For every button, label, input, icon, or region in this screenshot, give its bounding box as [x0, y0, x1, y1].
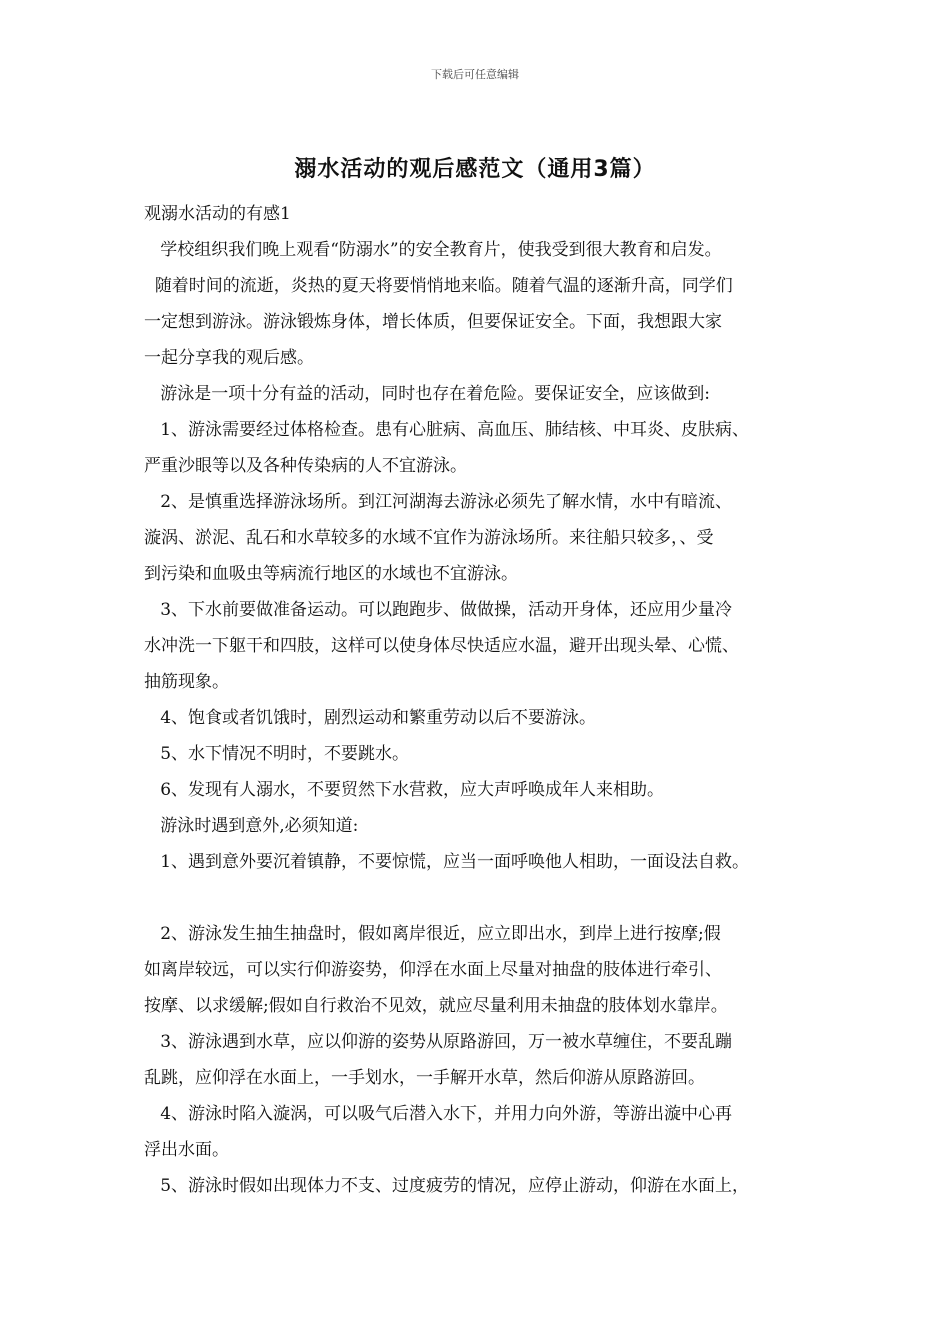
text-line: 一定想到游泳。游泳锻炼身体，增长体质，但要保证安全。下面，我想跟大家 [144, 312, 722, 332]
text-line: 一起分享我的观后感。 [144, 348, 314, 368]
text-line: 1、遇到意外要沉着镇静，不要惊慌，应当一面呼唤他人相助，一面设法自救。 [144, 852, 750, 872]
text-line: 5、游泳时假如出现体力不支、过度疲劳的情况，应停止游动，仰游在水面上， [144, 1176, 750, 1196]
text-line: 严重沙眼等以及各种传染病的人不宜游泳。 [144, 456, 467, 476]
text-line: 6、发现有人溺水，不要贸然下水营救，应大声呼唤成年人来相助。 [144, 780, 665, 800]
text-line: 3、游泳遇到水草，应以仰游的姿势从原路游回，万一被水草缠住，不要乱蹦 [144, 1032, 733, 1052]
text-line: 乱跳，应仰浮在水面上，一手划水，一手解开水草，然后仰游从原路游回。 [144, 1068, 705, 1088]
text-line: 3、下水前要做准备运动。可以跑跑步、做做操，活动开身体，还应用少量冷 [144, 600, 733, 620]
text-line: 2、游泳发生抽生抽盘时，假如离岸很近，应立即出水，到岸上进行按摩;假 [144, 924, 721, 944]
header-note: 下载后可任意编辑 [431, 68, 519, 81]
text-line: 1、游泳需要经过体格检查。患有心脏病、高血压、肺结核、中耳炎、皮肤病、 [144, 420, 750, 440]
text-line: 如离岸较远，可以实行仰游姿势，仰浮在水面上尽量对抽盘的肢体进行牵引、 [144, 960, 722, 980]
text-line: 到污染和血吸虫等病流行地区的水域也不宜游泳。 [144, 564, 518, 584]
text-line: 学校组织我们晚上观看“防溺水”的安全教育片，使我受到很大教育和启发。 [144, 240, 722, 260]
text-line: 按摩、以求缓解;假如自行救治不见效，就应尽量利用未抽盘的肢体划水靠岸。 [144, 996, 728, 1016]
text-line: 观溺水活动的有感1 [144, 204, 291, 224]
text-line: 游泳时遇到意外,必须知道: [144, 816, 359, 836]
text-line: 2、是慎重选择游泳场所。到江河湖海去游泳必须先了解水情，水中有暗流、 [144, 492, 733, 512]
text-line: 漩涡、淤泥、乱石和水草较多的水域不宜作为游泳场所。来往船只较多，、受 [144, 528, 714, 548]
text-line: 4、饱食或者饥饿时，剧烈运动和繁重劳动以后不要游泳。 [144, 708, 597, 728]
text-line: 水冲洗一下躯干和四肢，这样可以使身体尽快适应水温，避开出现头晕、心慌、 [144, 636, 739, 656]
text-line: 4、游泳时陷入漩涡，可以吸气后潜入水下，并用力向外游，等游出漩中心再 [144, 1104, 733, 1124]
document-body [144, 196, 826, 1204]
text-line: 游泳是一项十分有益的活动，同时也存在着危险。要保证安全，应该做到: [144, 384, 710, 404]
text-line: 5、水下情况不明时，不要跳水。 [144, 744, 410, 764]
text-line: 抽筋现象。 [144, 672, 229, 692]
text-line [144, 880, 826, 916]
text-line: 浮出水面。 [144, 1140, 229, 1160]
text-line: 随着时间的流逝，炎热的夏天将要悄悄地来临。随着气温的逐渐升高，同学们 [144, 276, 733, 296]
document-title: 溺水活动的观后感范文（通用3篇） [294, 157, 656, 182]
